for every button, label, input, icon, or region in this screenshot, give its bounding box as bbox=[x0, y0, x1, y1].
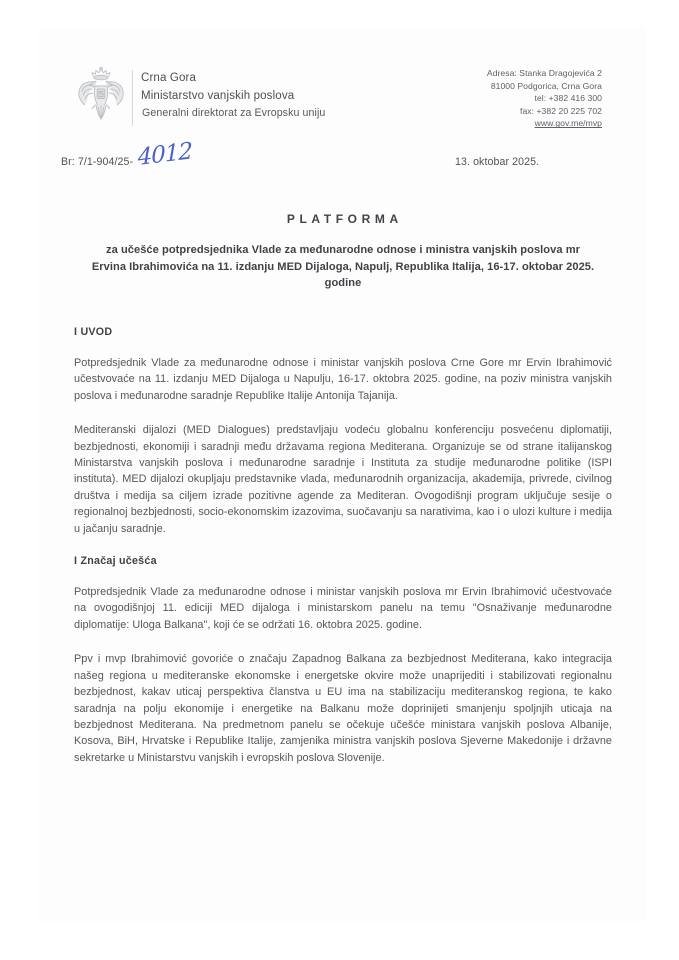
section-heading-znacaj-ucesca: I Značaj učešća bbox=[74, 555, 157, 568]
reference-row bbox=[40, 138, 645, 184]
handwritten-reference-number: 4012 bbox=[137, 138, 193, 171]
letterhead bbox=[40, 28, 645, 129]
document-date: 13. oktobar 2025. bbox=[455, 156, 540, 168]
organization-block bbox=[141, 70, 325, 122]
address-city: 81000 Podgorica, Crna Gora bbox=[490, 80, 602, 91]
reference-number: Br: 7/1-904/25- bbox=[61, 156, 134, 168]
section-heading-uvod: I UVOD bbox=[74, 326, 113, 338]
paragraph-uvod-2: Mediteranski dijalozi (MED Dialogues) predstavljaju vodeću globalnu konferenciju posvećenu diplomatiji, bezbjednosti, ekonomiji i saradnji među državama regiona Mediterana. Organizuje se od strane italijanskog Ministarstva vanjskih poslova i međunarodne saradnje i Instituta za studije međunarodne politike (ISPI instituta). MED dijalozi okupljaju predstavnike vlada, međunarodnih organizacija, akademija, privrede, civilnog društva i medija sa ciljem izrade pozitivne agende za Mediteran. Ovogodišnji program uključuje sesije o regionalnoj bezbjednosti, socio-ekonomskim izazovima, suočavanju sa narativima, kao i o ulozi kulture i medija u jačanju saradnje. bbox=[74, 424, 612, 535]
page-title: PLATFORMA bbox=[286, 212, 403, 226]
page-subtitle: za učešće potpredsjednika Vlade za međunarodne odnose i ministra vanjskih poslova mr Ervina Ibrahimovića na 11. izdanju MED Dijaloga, Napulj, Republika Italija, 16-17. oktobar 2025. godine bbox=[91, 244, 595, 290]
country-name: Crna Gora bbox=[141, 72, 197, 84]
address-tel: tel: +382 416 300 bbox=[534, 93, 602, 104]
document-body bbox=[74, 326, 612, 766]
address-block bbox=[487, 67, 602, 130]
montenegro-coat-of-arms-icon bbox=[76, 66, 126, 124]
website-link[interactable]: www.gov.me/mvp bbox=[534, 118, 602, 129]
ministry-name: Ministarstvo vanjskih poslova bbox=[141, 89, 295, 102]
letterhead-divider bbox=[132, 70, 133, 126]
document-page bbox=[40, 28, 645, 920]
paragraph-znacaj-1: Potpredsjednik Vlade za međunarodne odnose i ministar vanjskih poslova mr Ervin Ibrahimović učestvovaće na ovogodišnjoj 11. ediciji MED dijaloga i ministarskom panelu na temu "Osnaživanje međunarodne diplomatije: Uloga Balkana", koji će se održati 16. oktobra 2025. godine. bbox=[74, 586, 612, 631]
paragraph-znacaj-2: Ppv i mvp Ibrahimović govoriće o značaju Zapadnog Balkana za bezbjednost Mediterana, kako integracija našeg regiona u mediteranske ekonomske i energetske okvire može unaprijediti i stabilizovati regionalnu bezbjednost, kakav uticaj perspektiva članstva u EU ima na stabilizaciju mediteranskog regiona, te kako saradnja na polju ekonomije i energetike na Balkanu može doprinijeti smanjenju spoljnjih uticaja na bezbjednost Mediterana. Na predmetnom panelu se očekuje učešće ministara vanjskih poslova Albanije, Kosova, BiH, Hrvatske i Republike Italije, zamjenika ministra vanjskih poslova Sjeverne Makedonije i državne sekretarke u Ministarstvu vanjskih i evropskih poslova Slovenije. bbox=[74, 653, 612, 764]
directorate-name: Generalni direktorat za Evropsku uniju bbox=[142, 107, 326, 119]
paragraph-uvod-1: Potpredsjednik Vlade za međunarodne odnose i ministar vanjskih poslova Crne Gore mr Ervin Ibrahimović učestvovaće na 11. izdanju MED Dijaloga u Napulju, 16-17. oktobra 2025. godine, na poziv ministra vanjskih poslova i međunarodne saradnje Republike Italije Antonija Tajanija. bbox=[74, 357, 612, 402]
address-street: Adresa: Stanka Dragojevića 2 bbox=[486, 68, 602, 78]
address-fax: fax: +382 20 225 702 bbox=[520, 105, 602, 116]
